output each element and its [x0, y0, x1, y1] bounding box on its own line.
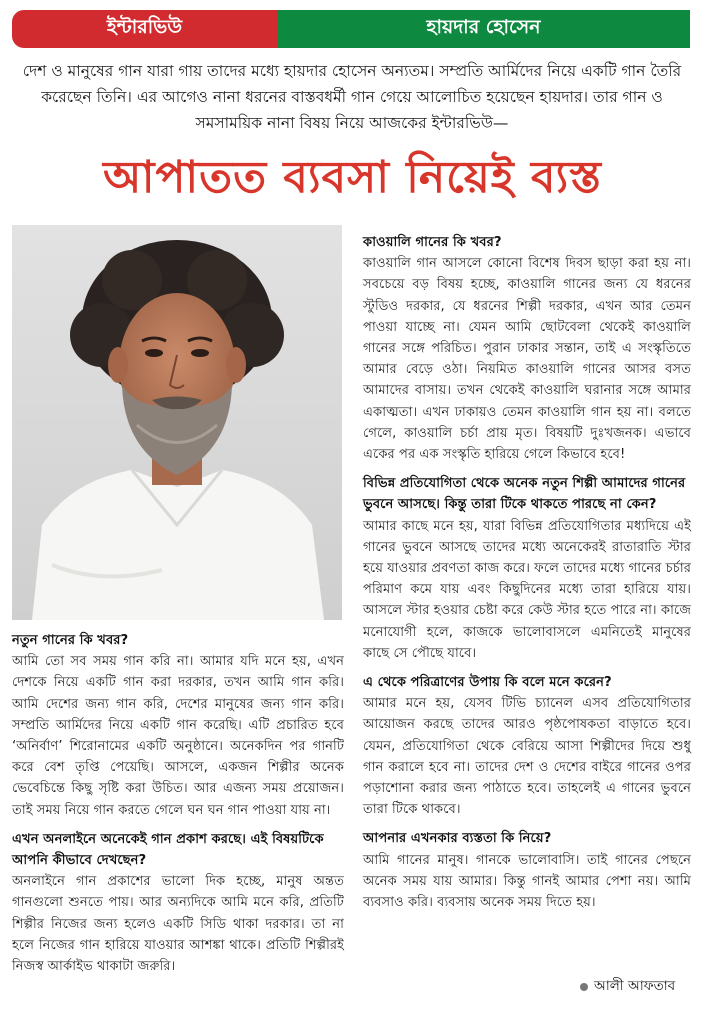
intro-paragraph: দেশ ও মানুষের গান যারা গায় তাদের মধ্যে হায়দার হোসেন অন্যতম। সম্প্রতি আর্মিদের নিয়ে একটি গান তৈরি করেছেন তিনি। এর আগেও নানা ধরনের বাস্তবধর্মী গান গেয়ে আলোচিত হয়েছেন হায়দার। তার গান ও সমসাময়িক নানা বিষয় নিয়ে আজকের ইন্টারভিউ— [22, 62, 682, 132]
qa-block [363, 828, 691, 913]
bullet-icon [580, 983, 588, 991]
subject-name: হায়দার হোসেন [277, 10, 690, 48]
byline [580, 975, 675, 998]
question: নতুন গানের কি খবর? [12, 633, 129, 648]
section-label: ইন্টারভিউ [12, 10, 277, 48]
answer: কাওয়ালি গান আসলে কোনো বিশেষ দিবস ছাড়া করা হয় না। সবচেয়ে বড় বিষয় হচ্ছে, কাওয়ালি গানের জন্য যে ধরনের স্টুডিও দরকার, যে ধরনের শিল্পী দরকার, এখন আর তেমন পাওয়া যাচ্ছে না। যেমন আমি ছোটবেলা থেকেই কাওয়ালি গানের সঙ্গে পরিচিত। পুরান ঢাকার সন্তান, তাই এ সংস্কৃতিতে আমার বেড়ে ওঠা। নিয়মিত কাওয়ালি গানের আসর বসত আমাদের বাসায়। তখন থেকেই কাওয়ালি ঘরানার সঙ্গে আমার একাত্মতা। এখন ঢাকায়ও তেমন কাওয়ালি গান হয় না। বলতে গেলে, কাওয়ালি চর্চা প্রায় মৃত। বিষয়টি দুঃখজনক। এভাবে একের পর এক সংস্কৃতি হারিয়ে গেলে কিভাবে হবে! [363, 256, 691, 463]
author-name: আলী আফতাব [594, 978, 676, 994]
answer: অনলাইনে গান প্রকাশের ভালো দিক হচ্ছে, মানুষ অন্তত গানগুলো শুনতে পায়। আর অন্যদিকে আমি মনে করি, প্রতিটি শিল্পীর নিজের জন্য হলেও একটি সিডি থাকা দরকার। তা না হলে নিজের গান হারিয়ে যাওয়ার আশঙ্কা থাকে। প্রতিটি শিল্পীরই নিজস্ব আর্কাইভ থাকাটা জরুরি। [12, 874, 344, 975]
question: কাওয়ালি গানের কি খবর? [363, 235, 502, 250]
right-column [363, 232, 691, 921]
qa-block [12, 630, 344, 821]
portrait-photo [12, 225, 342, 620]
qa-block [12, 829, 344, 977]
left-column [12, 630, 344, 985]
question: এ থেকে পরিত্রাণের উপায় কি বলে মনে করেন? [363, 675, 612, 691]
answer: আমার কাছে মনে হয়, যারা বিভিন্ন প্রতিযোগিতার মধ্যদিয়ে এই গানের ভুবনে আসছে তাদের মধ্যে অনেকেরই রাতারাতি স্টার হয়ে যাওয়ার প্রবণতা কাজ করে। ফলে তাদের মধ্যে গানের চর্চার পরিমাণ কমে যায় এবং কিছুদিনের মধ্যে তারা হারিয়ে যায়। আসলে স্টার হওয়ার চেষ্টা করে কেউ স্টার হতে পারে না। কাজে মনোযোগী হলে, কাজকে ভালোবাসলে এমনিতেই মানুষের কাছে সে পৌছে যাবে। [363, 518, 691, 661]
question: বিভিন্ন প্রতিযোগিতা থেকে অনেক নতুন শিল্পী আমাদের গানের ভুবনে আসছে। কিন্তু তারা টিকে থাকতে পারছে না কেন? [363, 476, 686, 513]
qa-block [363, 473, 691, 664]
answer: আমার মনে হয়, যেসব টিভি চ্যানেল এসব প্রতিযোগিতার আয়োজন করছে তাদের আরও পৃষ্ঠপোষকতা বাড়াতে হবে। যেমন, প্রতিযোগিতা থেকে বেরিয়ে আসা শিল্পীদের দিয়ে শুধু গান করালে হবে না। তাদের দেশ ও দেশের বাইরে গানের ওপর পড়াশোনা করার জন্য পাঠাতে হবে। তাহলেই এ গানের ভুবনে তারা টিকে থাকবে। [363, 696, 691, 818]
answer: আমি তো সব সময় গান করি না। আমার যদি মনে হয়, এখন দেশকে নিয়ে একটি গান করা দরকার, তখন আমি গান করি। আমি দেশের জন্য গান করি, দেশের মানুষের জন্য গান করি। সম্প্রতি আর্মিদের নিয়ে একটি গান করেছি। এটি প্রচারিত হবে ‘অনির্বাণ’ শিরোনামের একটি অনুষ্ঠানে। অনেকদিন পর গানটি করে বেশ তৃপ্তি পেয়েছি। আসলে, একজন শিল্পীর অনেক ভেবেচিন্তে কিছু সৃষ্টি করা উচিত। আর এজন্য সময় প্রয়োজন। তাই সময় নিয়ে গান করতে গেলে ঘন ঘন গান পাওয়া যায় না। [12, 654, 344, 818]
headline: আপাতত ব্যবসা নিয়েই ব্যস্ত [103, 152, 602, 203]
qa-block [363, 672, 691, 820]
question: আপনার এখনকার ব্যস্ততা কি নিয়ে? [363, 831, 552, 847]
answer: আমি গানের মানুষ। গানকে ভালোবাসি। তাই গানের পেছনে অনেক সময় যায় আমার। কিন্তু গানই আমার পেশা নয়। আমি ব্যবসাও করি। ব্যবসায় অনেক সময় দিতে হয়। [363, 852, 691, 911]
section-header [12, 10, 690, 48]
qa-block [363, 232, 691, 465]
question: এখন অনলাইনে অনেকেই গান প্রকাশ করছে। এই বিষয়টিকে আপনি কীভাবে দেখছেন? [12, 831, 324, 869]
